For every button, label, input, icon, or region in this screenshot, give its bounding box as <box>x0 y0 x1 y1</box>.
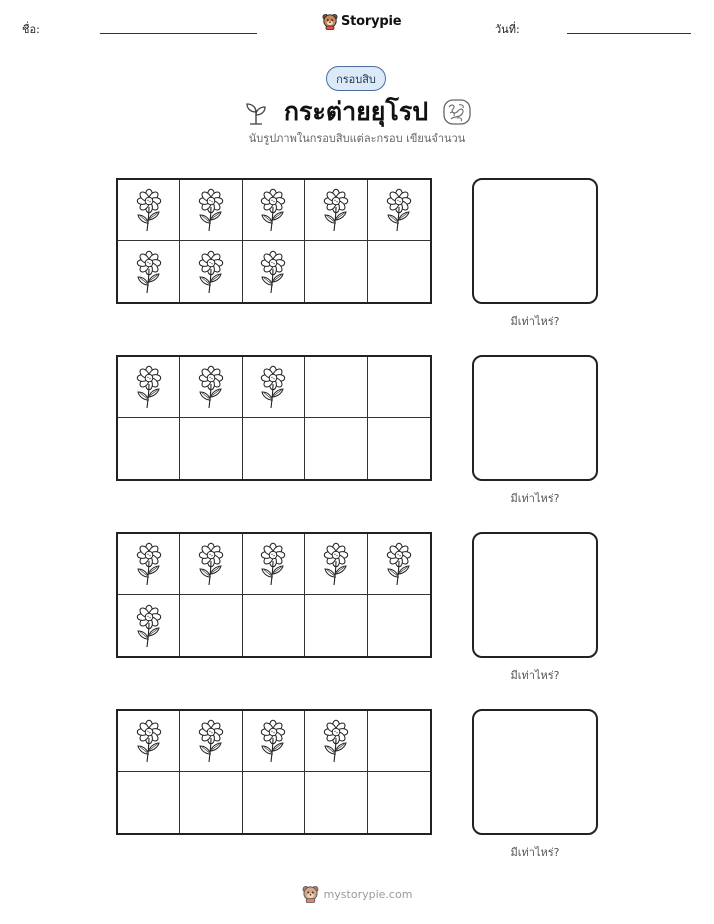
instruction-text: นับรูปภาพในกรอบสิบแต่ละกรอบ เขียนจำนวน <box>248 132 466 145</box>
empty-cell <box>305 772 367 833</box>
filled-cell <box>305 180 367 241</box>
empty-cell <box>305 241 367 302</box>
flower-icon <box>258 364 288 410</box>
filled-cell <box>243 241 305 302</box>
filled-cell <box>118 357 180 418</box>
brand-name: Storypie <box>341 14 402 29</box>
flower-icon <box>196 364 226 410</box>
empty-cell <box>368 772 430 833</box>
flower-icon <box>258 249 288 295</box>
filled-cell <box>368 534 430 595</box>
empty-cell <box>243 418 305 479</box>
filled-cell <box>118 595 180 656</box>
flower-icon <box>196 541 226 587</box>
flower-icon <box>321 541 351 587</box>
empty-cell <box>180 772 242 833</box>
flower-icon <box>196 249 226 295</box>
empty-cell <box>305 595 367 656</box>
flower-icon <box>321 187 351 233</box>
empty-cell <box>305 418 367 479</box>
page-title: กระต่ายยุโรป <box>283 97 429 126</box>
empty-cell <box>180 595 242 656</box>
how-many-question-1: มีเท่าไหร่? <box>510 315 560 328</box>
answer-box-3[interactable] <box>472 532 598 658</box>
how-many-question-3: มีเท่าไหร่? <box>510 669 560 682</box>
filled-cell <box>243 357 305 418</box>
filled-cell <box>243 534 305 595</box>
ten-frame-2 <box>116 355 432 481</box>
empty-cell <box>368 357 430 418</box>
flower-icon <box>258 541 288 587</box>
empty-cell <box>243 595 305 656</box>
name-line <box>100 33 257 34</box>
footer-site: mystorypie.com <box>323 887 413 901</box>
flower-icon <box>134 603 164 649</box>
flower-icon <box>258 718 288 764</box>
filled-cell <box>118 241 180 302</box>
flower-icon <box>196 718 226 764</box>
flower-icon <box>134 541 164 587</box>
flower-icon <box>321 718 351 764</box>
title-row <box>0 92 714 132</box>
empty-cell <box>243 772 305 833</box>
empty-cell <box>368 418 430 479</box>
filled-cell <box>180 711 242 772</box>
brand-logo <box>322 13 401 30</box>
empty-cell <box>368 711 430 772</box>
ten-frame-3 <box>116 532 432 658</box>
answer-box-2[interactable] <box>472 355 598 481</box>
filled-cell <box>180 534 242 595</box>
date-line <box>567 33 691 34</box>
empty-cell <box>368 595 430 656</box>
empty-cell <box>368 241 430 302</box>
answer-box-1[interactable] <box>472 178 598 304</box>
empty-cell <box>118 772 180 833</box>
flower-icon <box>134 249 164 295</box>
filled-cell <box>180 357 242 418</box>
how-many-question-4: มีเท่าไหร่? <box>510 846 560 859</box>
sprout-icon <box>242 98 270 126</box>
filled-cell <box>368 180 430 241</box>
flower-icon <box>384 187 414 233</box>
bear-mascot-icon <box>322 13 338 30</box>
flower-icon <box>134 364 164 410</box>
flower-icon <box>196 187 226 233</box>
filled-cell <box>243 180 305 241</box>
filled-cell <box>118 180 180 241</box>
empty-cell <box>118 418 180 479</box>
animal-sketch-icon <box>442 97 472 127</box>
topic-badge: กรอบสิบ <box>326 66 386 91</box>
filled-cell <box>180 180 242 241</box>
flower-icon <box>134 187 164 233</box>
ten-frame-4 <box>116 709 432 835</box>
filled-cell <box>118 534 180 595</box>
filled-cell <box>305 711 367 772</box>
filled-cell <box>180 241 242 302</box>
ten-frame-1 <box>116 178 432 304</box>
flower-icon <box>134 718 164 764</box>
footer <box>0 885 714 903</box>
date-label: วันที่: <box>495 23 520 36</box>
name-label: ชื่อ: <box>22 23 40 36</box>
empty-cell <box>180 418 242 479</box>
filled-cell <box>118 711 180 772</box>
bear-mascot-icon <box>302 885 319 903</box>
filled-cell <box>305 534 367 595</box>
empty-cell <box>305 357 367 418</box>
flower-icon <box>258 187 288 233</box>
how-many-question-2: มีเท่าไหร่? <box>510 492 560 505</box>
answer-box-4[interactable] <box>472 709 598 835</box>
flower-icon <box>384 541 414 587</box>
filled-cell <box>243 711 305 772</box>
